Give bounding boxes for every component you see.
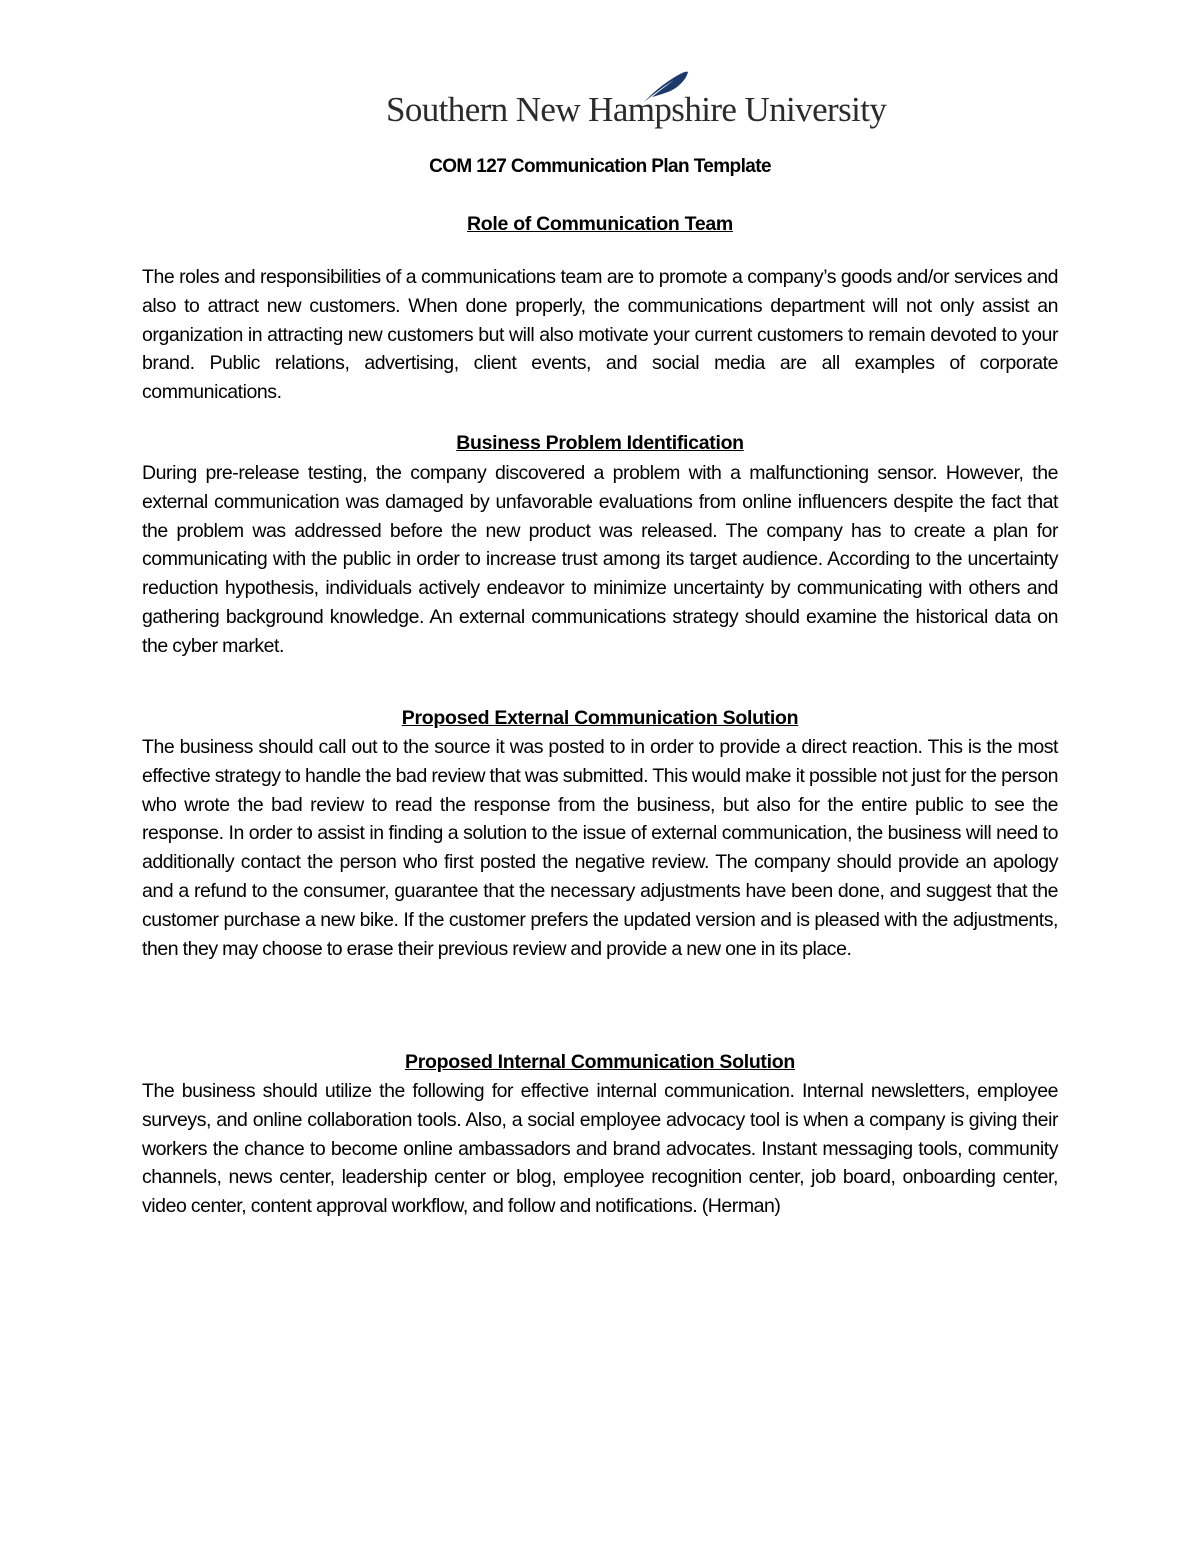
feather-icon bbox=[640, 70, 690, 104]
paragraph-business-problem-identification: During pre-release testing, the company discovered a problem with a malfunctioning sensor. However, the external communication was damaged by unfavorable evaluations from online influencers despite the fact that the problem was addressed before the new product was released. The company has to create a plan for communicating with the public in order to increase trust among its target audience. According to the uncertainty reduction hypothesis, individuals actively endeavor to minimize uncertainty by communicating with others and gathering background knowledge. An external communications strategy should examine the historical data on the cyber market. bbox=[142, 462, 1058, 657]
paragraph-role-of-communication-team: The roles and responsibilities of a communications team are to promote a company’s goods and/or services and also to attract new customers. When done properly, the communications department will not only assist an organization in attracting new customers but will also motivate your current customers to remain devoted to your brand. Public relations, advertising, client events, and social media are all examples of corporate communications. bbox=[142, 266, 1058, 404]
heading-business-problem-identification: Business Problem Identification bbox=[456, 432, 744, 454]
page-title: COM 127 Communication Plan Template bbox=[429, 156, 771, 177]
heading-role-of-communication-team: Role of Communication Team bbox=[467, 213, 733, 235]
university-logo bbox=[386, 70, 887, 140]
heading-proposed-internal-communication-solution: Proposed Internal Communication Solution bbox=[405, 1051, 795, 1073]
paragraph-proposed-external-communication-solution: The business should call out to the source it was posted to in order to provide a direct reaction. This is the most effective strategy to handle the bad review that was submitted. This would make it possible not just for the person who wrote the bad review to read the response from the business, but also for the entire public to see the response. In order to assist in finding a solution to the issue of external communication, the business will need to additionally contact the person who first posted the negative review. The company should provide an apology and a refund to the consumer, guarantee that the necessary adjustments have been done, and suggest that the customer purchase a new bike. If the customer prefers the updated version and is pleased with the adjustments, then they may choose to erase their previous review and provide a new one in its place. bbox=[142, 736, 1058, 960]
heading-proposed-external-communication-solution: Proposed External Communication Solution bbox=[401, 707, 799, 729]
paragraph-proposed-internal-communication-solution: The business should utilize the following for effective internal communication. Internal newsletters, employee surveys, and online collaboration tools. Also, a social employee advocacy tool is when a company is giving their workers the chance to become online ambassadors and brand advocates. Instant messaging tools, community channels, news center, leadership center or blog, employee recognition center, job board, onboarding center, video center, content approval workflow, and follow and notifications. (Herman) bbox=[142, 1080, 1058, 1218]
logo-wordmark: Southern New Hampshire University bbox=[386, 90, 887, 129]
